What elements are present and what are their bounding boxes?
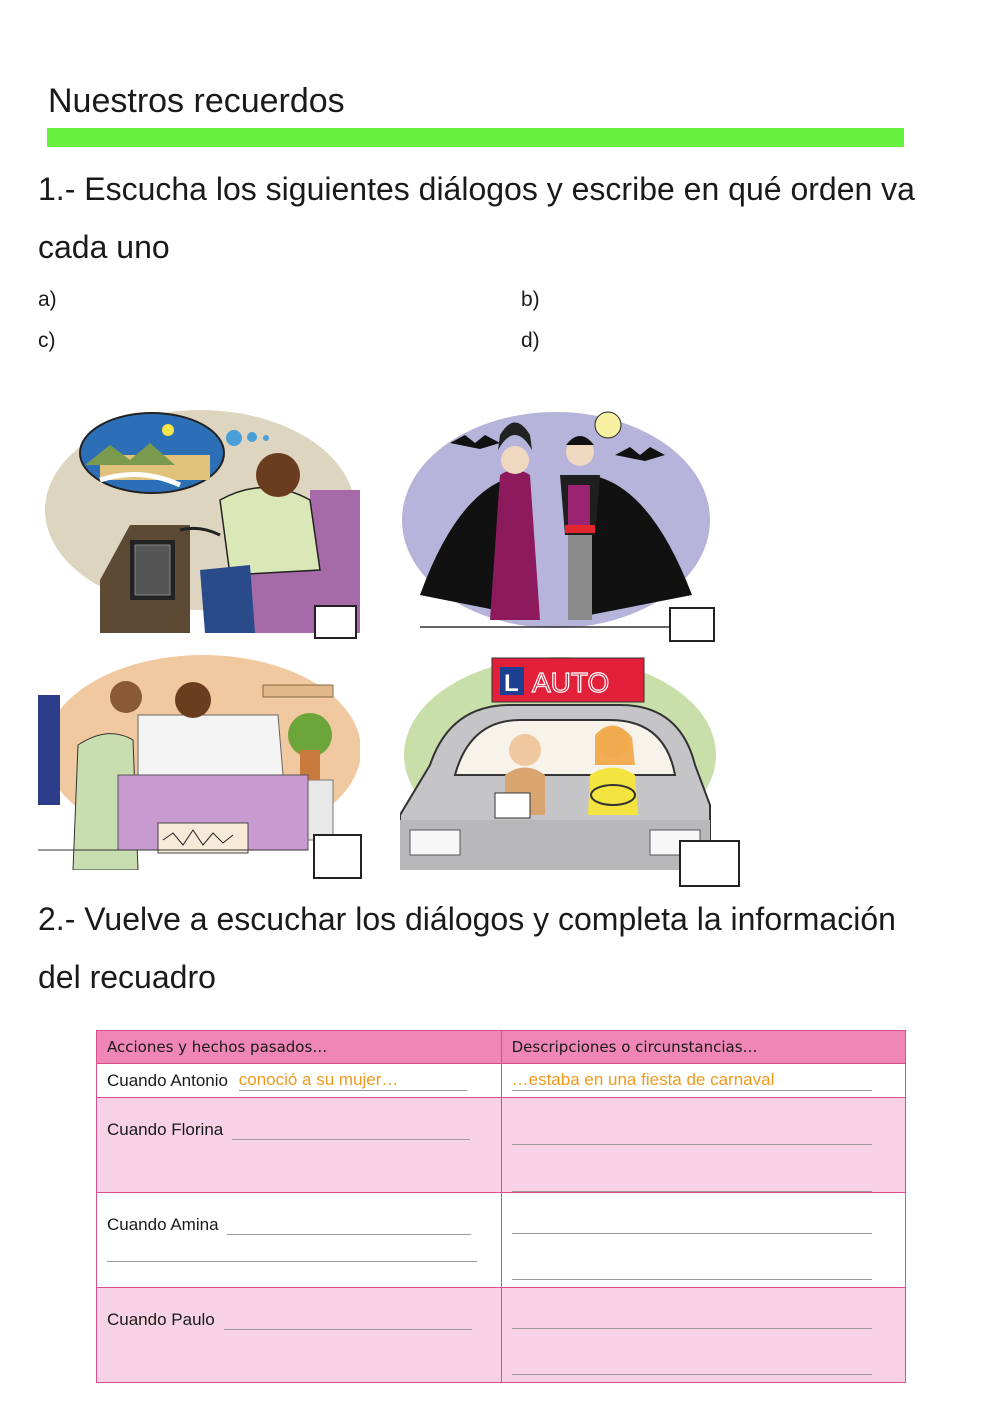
row-label: Cuando Paulo: [107, 1310, 215, 1329]
page-title: Nuestros recuerdos: [48, 82, 345, 120]
col2-header: Descripciones o circunstancias…: [501, 1031, 905, 1064]
answer-box-1[interactable]: [314, 605, 357, 639]
option-a: a): [38, 288, 57, 311]
car-sign-letter: L: [504, 670, 519, 697]
description-answer-field[interactable]: [512, 1234, 872, 1280]
option-c: c): [38, 329, 56, 352]
option-b: b): [521, 288, 540, 311]
description-answer-field[interactable]: [512, 1145, 872, 1192]
action-answer-field[interactable]: [107, 1235, 477, 1262]
table-header-row: [97, 1031, 906, 1064]
col1-header: Acciones y hechos pasados…: [97, 1031, 502, 1064]
action-answer-field[interactable]: [232, 1121, 470, 1140]
option-d: d): [521, 329, 540, 352]
answer-box-4[interactable]: [679, 840, 740, 887]
section2-heading-line1: 2.- Vuelve a escuchar los diálogos y completa la información: [38, 901, 896, 937]
row-label: Cuando Antonio: [107, 1071, 228, 1090]
section1-heading: [38, 160, 978, 276]
scene-hospital-birth-image: [38, 655, 360, 870]
section1-heading-line2: cada uno: [38, 229, 170, 265]
scene-man-dreaming-image: [40, 405, 360, 633]
scene-carnival-costumes-image: [400, 405, 712, 633]
table-row: [97, 1098, 906, 1193]
answer-box-3[interactable]: [313, 834, 362, 879]
table-row: [97, 1064, 906, 1098]
section2-heading: [38, 890, 978, 1006]
description-answer-field[interactable]: [512, 1193, 872, 1234]
table-row: [97, 1193, 906, 1288]
title-underline-bar: [47, 128, 904, 147]
section1-heading-line1: 1.- Escucha los siguientes diálogos y escribe en qué orden va: [38, 171, 915, 207]
description-answer-field[interactable]: [512, 1098, 872, 1145]
row-label: Cuando Florina: [107, 1120, 224, 1139]
car-sign-word: AUTO: [532, 667, 610, 698]
table-row: [97, 1288, 906, 1383]
action-answer-field[interactable]: [224, 1311, 472, 1330]
example-action-field[interactable]: conoció a su mujer…: [239, 1070, 467, 1091]
past-actions-table: [96, 1030, 906, 1383]
scene-driving-lesson-image: [400, 655, 718, 870]
section2-heading-line2: del recuadro: [38, 959, 216, 995]
example-description-field[interactable]: …estaba en una fiesta de carnaval: [512, 1070, 872, 1091]
answer-box-2[interactable]: [669, 607, 715, 642]
description-answer-field[interactable]: [512, 1288, 872, 1329]
action-answer-field[interactable]: [227, 1216, 471, 1235]
row-label: Cuando Amina: [107, 1215, 219, 1234]
description-answer-field[interactable]: [512, 1329, 872, 1375]
